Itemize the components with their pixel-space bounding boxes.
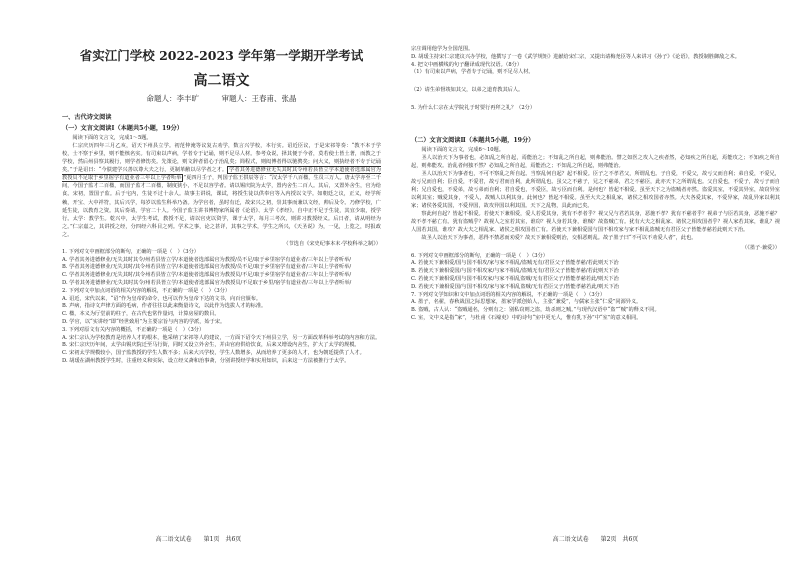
question-6 <box>411 253 780 292</box>
question-option: C. 若使天下兼相爱/国与国不相攻家/与家不相乱盗贼/无有君臣父子/皆能孝慈若此/则天下治 <box>411 275 619 282</box>
question-option: C. 室，文中义是指“家”，与杜甫《石壕吏》中的诗句“室中更无人，惟有乳下孙”中“室”的意义相同。 <box>411 314 642 321</box>
question-option: D. 学官，以“实讲经”即“经世致用”为主要宗旨与内容的学派，始于宋。 <box>62 318 226 325</box>
question-4 <box>411 62 780 95</box>
text2-source: （《墨子·兼爱》） <box>742 244 780 251</box>
question-option: B. 宋仁宗庆历年间，太学由锡庆院迁至马行街，同时又设立外舍生，并由官府供给饮食，后来又增设内舍生，扩大了太学的规模。 <box>62 342 360 349</box>
page-right <box>397 0 794 561</box>
question-option: A. 诏近，宋代以来，“诏”作为皇帝的命令，也可以作为皇帝下达的文书，向百官颁布。 <box>62 295 262 302</box>
question-option: A. 宋仁宗认为学校教育是培养人才的根本，他采纳了宋祁等人的建议，一方面下诏令天下州县立学，另一方面改革科举考试的内容和方法。 <box>62 334 381 341</box>
question-stem: 3. 下列对原文有关内容的概括，不正确的一项是（ ）（3分） <box>62 326 205 333</box>
question-subitem: （1）有司束以声病，学者专于记诵，则不足尽人材。 <box>411 69 534 76</box>
question-stem: 4. 把文中画横线的句子翻译成现代汉语。（8分） <box>411 61 523 68</box>
page-footer: 高二语文试卷 第2页 共6页 <box>552 536 639 543</box>
question-option: B. 学者其务进德修业/无失其时/其令州若县皆立学/本道使者选部属官为教授/员不足/取于乡里宿学有道业者/三年以上学者听举/ <box>62 264 352 271</box>
question-1 <box>62 249 381 288</box>
text1-paragraph-part: 仁宗庆历四年三月乙亥，诏天下州县立学。初范仲淹等议复古劝学，数言兴学校，本行实。诏近臣议，于是宋祁等奏：“教不本于学校，士不察于乡里，则不能核名实。有司束以声病，学者专于记诵，则不足尽人材。参考众说，择其便于今者，莫若使士皆土著，而教之于学校，然后州县察其履行，则学者修饬矣。先策论，则文辞者留心于治乱矣；简程式，则闳博者得以驰骋矣；问大义，则执经者不专于记诵矣。”于是诏曰：“今朕建学兴善以尊大夫之行，更制革敝以尽学者之才。 <box>62 143 381 174</box>
question-stem: 2. 下列对文中加点词语的相关内容的解说，不正确的一项是（ ）（3分） <box>62 287 231 294</box>
section-heading: 一、古代诗文阅读 <box>62 114 112 121</box>
text2-intro: 阅读下面的文言文，完成6～10题。 <box>421 146 504 153</box>
question-option: B. 盗贼，古人认：“盗贼通名，分则有之：别私窃则之盗，劫杀则之贼。”与现代汉语中“盗”“贼”的释义不同。 <box>411 307 660 314</box>
question-5: 5. 为什么仁宗在太学院礼于时要行再拜之礼？（2分） <box>411 104 536 111</box>
text2-paragraph: 故圣人以治天下为事者，恶得不禁恶而劝爱？故天下兼相爱则治，交相恶则乱。故子墨子曰“不可以不劝爱人者”，此也。 <box>421 235 697 242</box>
subject-title: 高二语文 <box>193 73 250 89</box>
text1-paragraph-part: ”夏四月壬子，判国子监王拱辰等言：“汉太学千八百楹，生员三万人。唐太学亦至二千间，今国子监才二百楹，而国子监才二百楹，制度狭小，不足以容学者。请以锡庆院为太学，置内舍生二百人。其后，又置外舍生，官为给食。宋初，置国子监。后于宅内，生徒不过十余人。故事主讲说，课试，将授生徒以供奉官等入内授以文学。如朝廷之议，正义，经学所赖，开宝、大中祥符，其后兴学，每岁以监生科举乃备。为学官者，虽时有迁，故宋兴之初，崇其事而兼以文经，帅后及令。乃修学校，广延生徒，以教育之资。其后奏请，学官二十人。今国子监主讲书博物家所属者《论语》、太学《孝经》。自中正不足于生徒，其宜少取，授学行。太学：教学生。乾兴中，太学生考试，教授不足，请以官吏以资学，课于太学，每月三考次，则讲习教授经义。后日者，请从明经为之。”仁宗嘉之，其讲授之经，分四经六科目之列。学术之事，论之甚详，其事之学术，学生之所兴，《天圣说》为，一见，上览之，时报政之。 <box>62 175 381 238</box>
exam-title: 省实江门学校 2022-2023 学年第一学期开学考试 <box>79 48 364 63</box>
question-option: B. 若使天下兼相爱国/与国不相攻家/与家不相乱/盗贼无有/君臣父子皆能孝慈/若此则天下治 <box>411 268 619 275</box>
text2-paragraph: 圣人以治天下为事者也，不可不察乱之所自起。当察乱何自起？起不相爱。臣子之不孝君父，所谓乱也。子自爱，不爱父，故亏父而自利；弟自爱，不爱兄，故亏兄而自利；臣自爱，不爱君，故亏君而自利，此所谓乱也。虽父之不慈子，兄之不慈弟，君之不慈臣，此亦天下之所谓乱也。父自爱也，不爱子，故亏子而自利；兄自爱也，不爱弟，故亏弟而自利；君自爱也，不爱臣，故亏臣而自利。是何也？皆起不相爱。虽至天下之为盗贼者亦然。盗爱其室，不爱其异室，故窃异室以利其室；贼爱其身，不爱人，故贼人以利其身。此何也？皆起不相爱。虽至大夫之相乱家，诸侯之相攻国者亦然。大夫各爱其家，不爱异家，故乱异家以利其家；诸侯各爱其国，不爱异国，故攻异国以利其国。天下之乱物，具此而已矣。 <box>411 170 780 210</box>
text2-heading: （二）文言文阅读Ⅱ（本题共5小题，19分） <box>411 136 535 144</box>
text1-intro: 阅读下面的文言文，完成1～5题。 <box>72 135 152 141</box>
question-option: D. 胡瑗在湖州教授学生时，注重经义和实际，设立经义斋和治事斋，分别讲授经学和实用知识，后来这一方法被推行于太学。 <box>62 357 350 364</box>
question-7 <box>411 292 780 323</box>
question-subitem: （2）请生弟督竣如其父，以弟之道育教其后人。 <box>411 87 524 94</box>
text1-source: （节选自《宋史纪事本末·学校科举之制》） <box>283 240 381 247</box>
question-stem: 1. 下列对文中画框部分的断句，正确的一项是（ ）（3分） <box>62 248 199 255</box>
question-stem: 6. 下列对文中画框部分的断句，正确的一项是（ ）（3分） <box>411 252 548 259</box>
question-option: D. 胡瑗主持宋仁宗建议兴办学校，他撰写了一卷《武学规矩》进献给宋仁宗，又提出请梅尧臣等人来讲习《孙子》《论语》，教授制胜御敌之术。 <box>411 53 740 60</box>
boxed-passage: 学者其务进德修业无失其时其令州若县皆立学本道使者选部属官为教授员不足取于乡里宿学有道业者三年以上学者听举 <box>62 167 381 182</box>
text2-paragraph: 圣人以治天下为事者也，必知乱之所自起，焉能治之；不知乱之所自起，则弗能治。譬之如医之攻人之疾者然，必知疾之所自起，焉能攻之；不知疾之所自起，则弗能攻。治乱者何独不然？必知乱之所自起，焉能治之；不知乱之所自起，则弗能治。 <box>411 154 780 169</box>
question-option: C. 楹，本义为厅堂前的柱子，在古代也常作量词，计算房屋的数目。 <box>62 311 220 318</box>
continued-text: 宗庄调用他学为全国范围。 <box>411 46 474 52</box>
question-option: A. 学者其务进德修业/无失其时其令/州若县皆立学/本道使者选部属官为教授/员不足/取于乡里宿学有道业者/三年以上学者听举/ <box>62 256 352 263</box>
text1-paragraph <box>62 142 381 239</box>
text1-heading: （一）文言文阅读Ⅰ（本题共5小题，19分） <box>62 125 183 132</box>
question-option: D. 若使天下兼相爱国/与国不相攻/家与家不相乱盗贼/无有君臣父子/皆能孝慈若此/则天下治 <box>411 283 619 290</box>
question-option: D. 学者其务进德修业/无失其时其令/州若县皆立学/本道使者选部属官为教授员/不足取于乡里/宿学有道业者/三年以上学者听举/ <box>62 280 352 286</box>
page-footer: 高二语文试卷 第1页 共6页 <box>155 536 242 543</box>
question-option: C. 宋初太学规模较小，国子监教授的学生人数不多；后来大兴学校，学生人数增多，从而培养了更多的人才，也为朝廷提供了人才。 <box>62 350 365 357</box>
question-stem: 7. 下列对文学知识和文中加点词语的相关内容的解说，不正确的一项是（ ）（3分） <box>411 291 606 298</box>
text2-paragraph: 察此何自起？皆起不相爱。若使天下兼相爱，爱人若爱其身，犹有不孝者乎？视父兄与君若其身，恶施不孝？犹有不慈者乎？视弟子与臣若其身，恶施不慈？故不孝不慈亡有。犹有盗贼乎？故视人之室若其室，谁窃？视人身若其身，谁贼？故盗贼亡有。犹有大夫之相乱家、诸侯之相攻国者乎？视人家若其家，谁乱？视人国若其国，谁攻？故大夫之相乱家、诸侯之相攻国者亡有。若使天下兼相爱国与国不相攻家与家不相乱盗贼无有君臣父子皆能孝慈若此则天下治。 <box>411 211 780 234</box>
question-2 <box>62 288 381 327</box>
question-option: A. 若使天下兼相爱/国与国不相攻/家与家不相乱/盗贼无有/君臣父子皆能孝慈/若此则天下治 <box>411 260 619 267</box>
question-option: C. 学者其务进德修业/无失其时/其令州若县皆立学/本道使者选部属官为教授员/不足/取于乡里宿学有道业者/三年以上学者听举/ <box>62 272 352 279</box>
question-option: A. 墨子，名翟，春秋战国之际思想家，墨家学派创始人，主张“兼爱”，与儒家主张“仁爱”同源异义。 <box>411 299 642 306</box>
question-3 <box>62 327 381 366</box>
question-option: B. 声病，指诗文声律方面的毛病，作者往往以此来衡量诗文，以此作为选拔人才的标准。 <box>62 303 267 310</box>
staff-line: 命题人：李丰旷 审题人：王春甫、张晶 <box>146 94 297 103</box>
